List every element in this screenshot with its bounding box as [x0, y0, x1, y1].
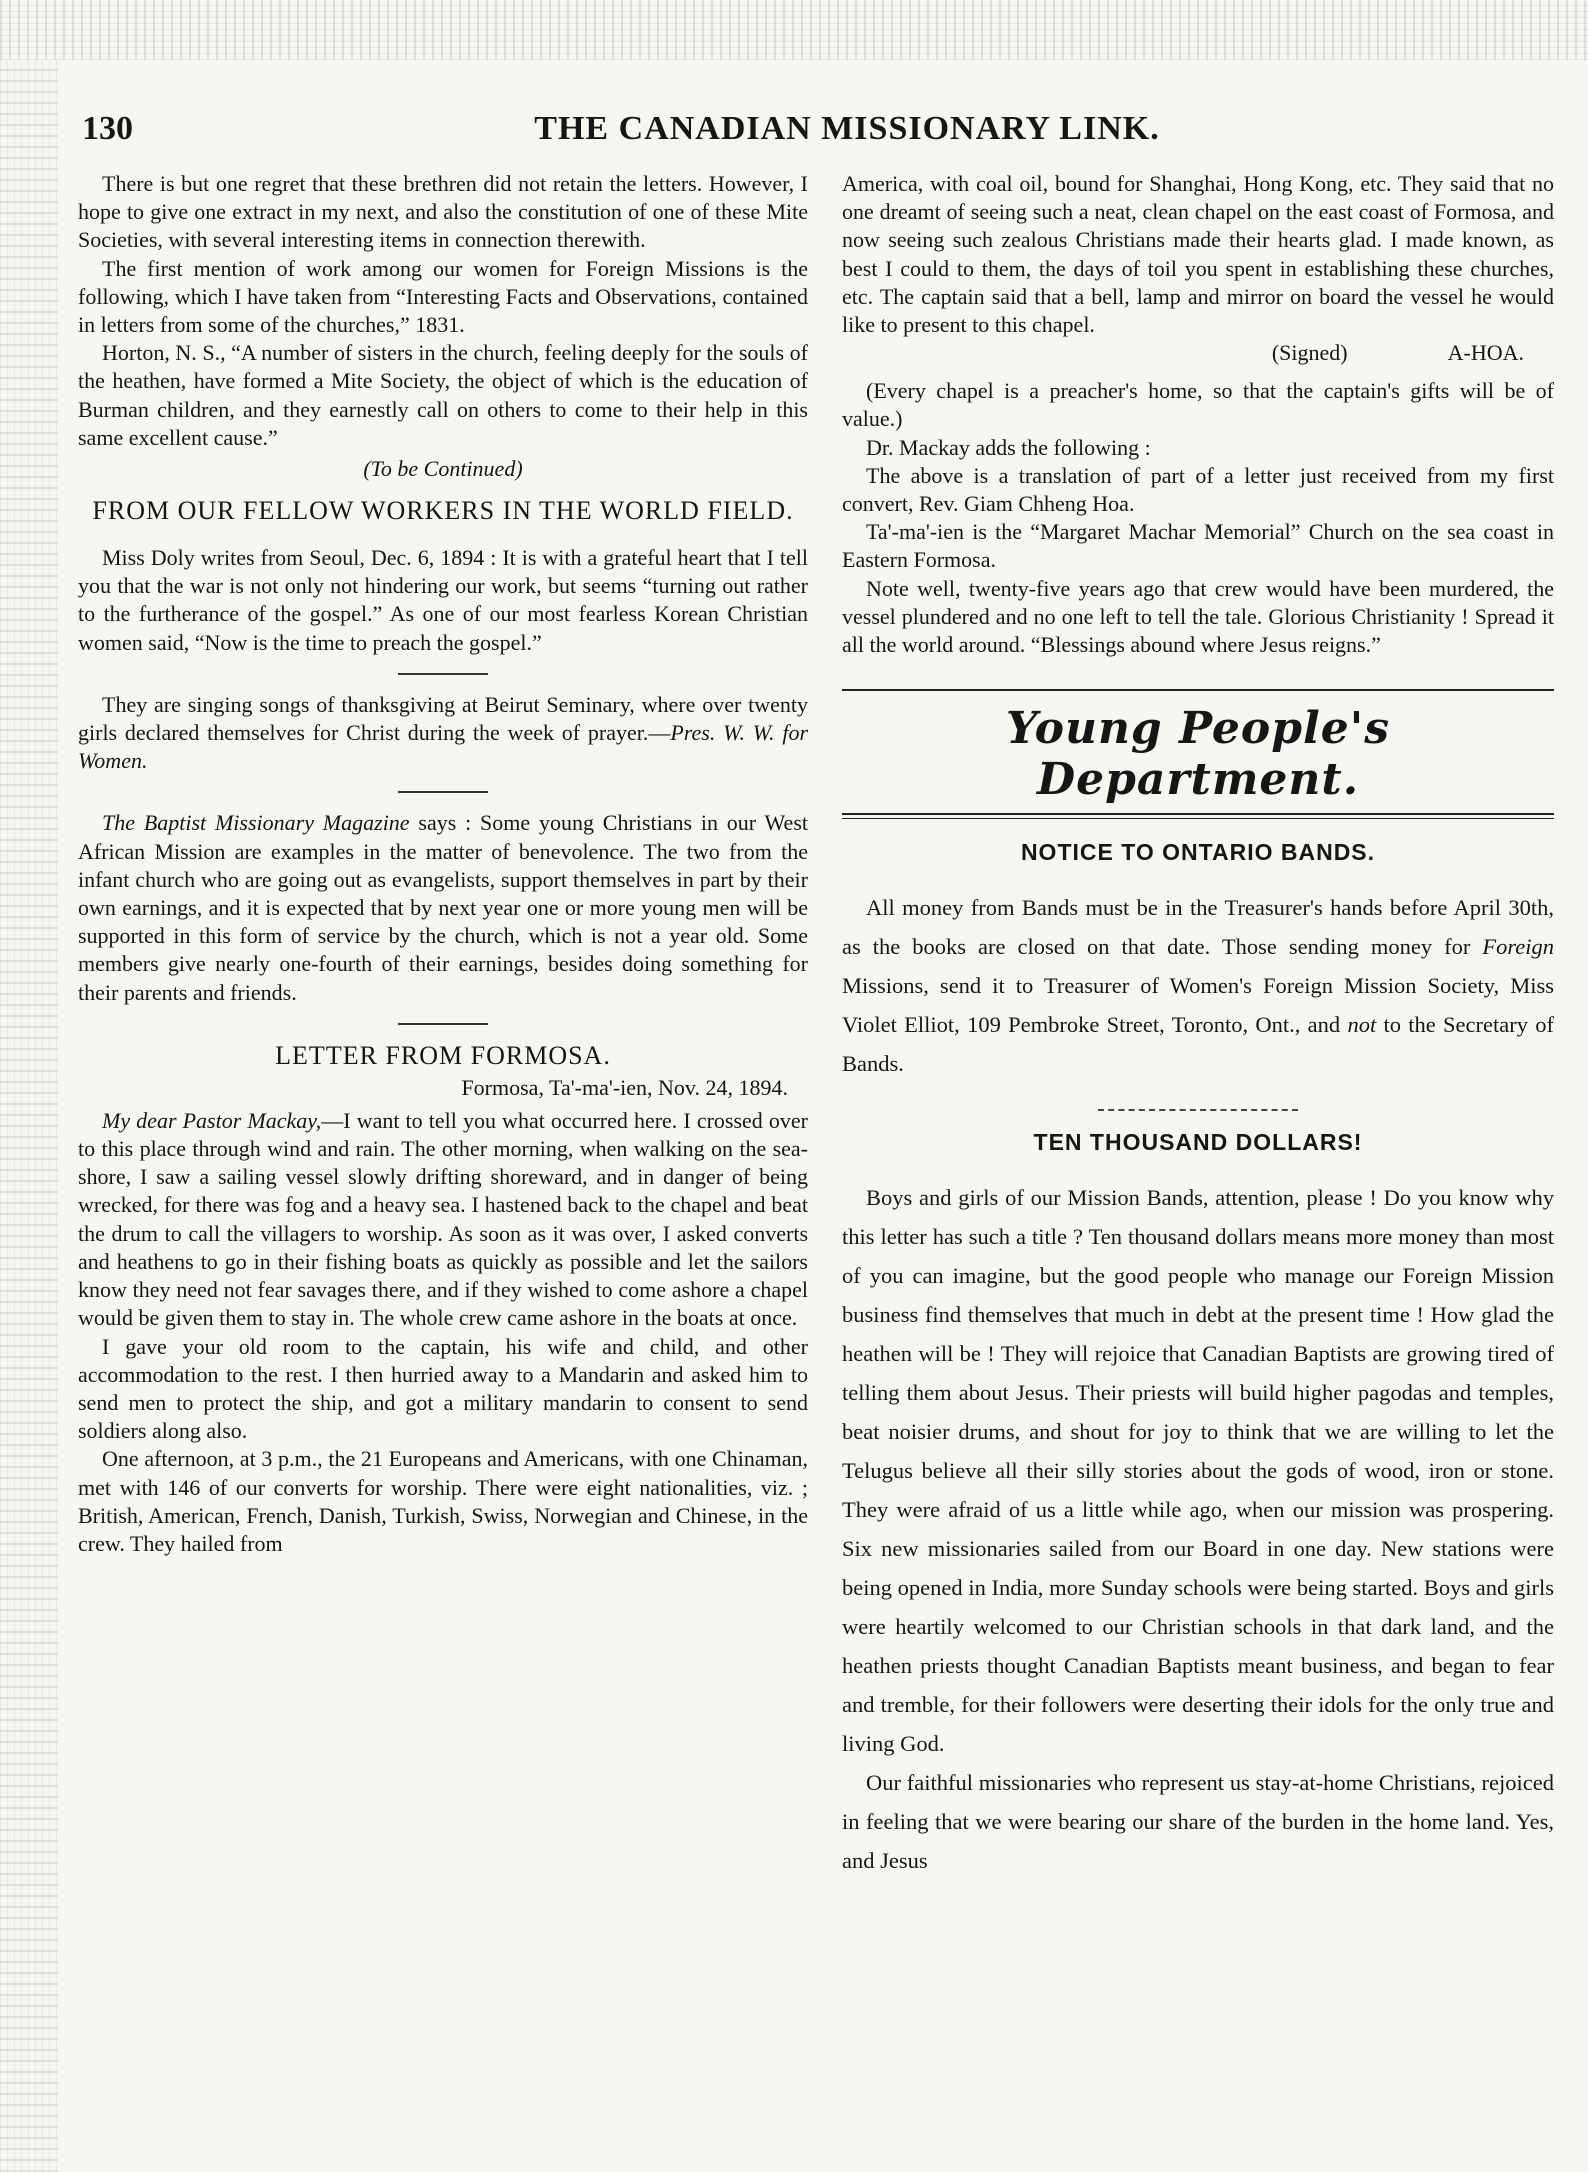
- salutation: My dear Pastor Mackay,: [102, 1107, 322, 1133]
- divider: [398, 1023, 488, 1025]
- right-column: [842, 170, 1554, 1880]
- paragraph: [78, 1107, 808, 1333]
- section-rule: [842, 689, 1554, 691]
- signed-label: (Signed): [1271, 340, 1348, 366]
- page-number: 130: [82, 110, 133, 147]
- divider: [398, 791, 488, 793]
- paragraph: Boys and girls of our Mission Bands, attention, please ! Do you know why this letter has such a title ? Ten thousand dollars means more money than most of you can imagine, but the good people who manage our Foreign Mission business find themselves that much in debt at the present time ! How glad the heathen will be ! They will rejoice that Canadian Baptists are growing tired of telling them about Jesus. Their priests will build higher pagodas and temples, beat noisier drums, and shout for joy to think that we are willing to let the Telugus believe all their silly stories about the gods of wood, iron or stone. They were afraid of us a little while ago, when our mission was prospering. Six new missionaries sailed from our Board in one day. New stations were being opened in India, more Sunday schools were being started. Boys and girls were heartily welcomed to our Christian schools in that dark land, and the heathen priests thought Canadian Baptists meant business, and began to fear and tremble, for their followers were deserting their idols for the only true and living God.: [842, 1185, 1554, 1757]
- double-rule: [842, 813, 1554, 819]
- paragraph: I gave your old room to the captain, his wife and child, and other accommodation to the rest. I then hurried away to a Mandarin and asked him to send men to protect the ship, and got a military mandarin to consent to send soldiers along also.: [78, 1333, 808, 1444]
- paragraph: [78, 691, 808, 776]
- signer-name: A-HOA.: [1447, 340, 1524, 366]
- paragraph-text: —I want to tell you what occurred here. I crossed over to this place through wind and rain. The other morning, when walking on the sea-shore, I saw a sailing vessel slowly drifting shoreward, and in danger of being wrecked, for there was fog and a heavy sea. I hastened back to the chapel and beat the drum to call the villagers to worship. As soon as it was over, I asked converts and heathens to go in their fishing boats as quickly as possible and let the sailors know they need not fear savages there, and if they wished to come ashore a chapel would be given them to stay in. The whole crew came ashore in the boats at once.: [78, 1107, 808, 1331]
- paragraph: [78, 809, 808, 1006]
- paragraph: The first mention of work among our women for Foreign Missions is the following, which I have taken from “Interesting Facts and Observations, contained in letters from some of the churches,” 1831.: [78, 255, 808, 338]
- paragraph-text: to the Secretary of Bands.: [842, 1012, 1554, 1077]
- divider: [398, 673, 488, 675]
- left-column: [78, 170, 808, 1558]
- divider: [1098, 1109, 1298, 1111]
- page-header: [82, 110, 1552, 160]
- paragraph: The above is a translation of part of a letter just received from my first convert, Rev. Giam Chheng Hoa.: [842, 462, 1554, 517]
- paragraph: Horton, N. S., “A number of sisters in the church, feeling deeply for the souls of the heathen, have formed a Mite Society, the object of which is the education of Burman children, and they earnestly call on others to come to their help in this same excellent cause.”: [78, 340, 808, 450]
- running-title: THE CANADIAN MISSIONARY LINK.: [534, 110, 1160, 147]
- signature-line: [842, 339, 1554, 367]
- paragraph: Ta'-ma'-ien is the “Margaret Machar Memorial” Church on the sea coast in Eastern Formosa.: [842, 519, 1554, 573]
- article-body: [842, 1178, 1554, 1880]
- paragraph: Dr. Mackay adds the following :: [866, 434, 1151, 460]
- section-heading: TEN THOUSAND DOLLARS!: [1033, 1129, 1363, 1156]
- source-citation: Pres. W. W. for Women.: [78, 720, 808, 774]
- paragraph-text: They are singing songs of thanksgiving at Beirut Seminary, where over twenty girls declared themselves for Christ during the week of prayer.—: [78, 691, 808, 746]
- paragraph-text: Missions, send it to Treasurer of Women's Foreign Mission Society, Miss Violet Elliot, 109 Pembroke Street, Toronto, Ont., and: [842, 973, 1554, 1038]
- print-speckle-top: [0, 0, 1588, 60]
- dateline: Formosa, Ta'-ma'-ien, Nov. 24, 1894.: [461, 1074, 788, 1100]
- emphasis: not: [1347, 1012, 1377, 1038]
- paragraph: [842, 888, 1554, 1083]
- department-title: Young People's Department.: [1006, 703, 1390, 806]
- notice-block: [842, 888, 1554, 1083]
- section-heading: FROM OUR FELLOW WORKERS IN THE WORLD FIELD.: [92, 496, 794, 526]
- print-speckle-margin: [0, 60, 58, 2172]
- paragraph: (Every chapel is a preacher's home, so that the captain's gifts will be of value.): [842, 378, 1554, 432]
- paragraph: Note well, twenty-five years ago that crew would have been murdered, the vessel plundered and no one left to tell the tale. Glorious Christianity ! Spread it all the world around. “Blessings abound where Jesus reigns.”: [842, 575, 1554, 658]
- emphasis: Foreign: [1482, 934, 1554, 960]
- section-heading: LETTER FROM FORMOSA.: [275, 1040, 611, 1070]
- source-citation: The Baptist Missionary Magazine: [102, 810, 410, 836]
- paragraph-text: All money from Bands must be in the Treasurer's hands before April 30th, as the books are closed on that date. Those sending money for: [842, 895, 1554, 960]
- paragraph: Miss Doly writes from Seoul, Dec. 6, 1894 : It is with a grateful heart that I tell you that the war is not only not hindering our work, but seems “turning out rather to the furtherance of the gospel.” As one of our most fearless Korean Christian women said, “Now is the time to preach the gospel.”: [78, 545, 808, 655]
- to-be-continued: (To be Continued): [363, 456, 523, 482]
- paragraph-text: says : Some young Christians in our West African Mission are examples in the matter of benevolence. The two from the infant church who are going out as evangelists, support themselves in part by their own earnings, and it is expected that by next year one or more young men will be supported in this form of service by the church, which is not a year old. Some members give nearly one-fourth of their earnings, besides doing something for their parents and friends.: [78, 810, 808, 1005]
- paragraph: There is but one regret that these brethren did not retain the letters. However, I hope to give one extract in my next, and also the constitution of one of these Mite Societies, with several interesting items in connection therewith.: [78, 171, 808, 253]
- paragraph: America, with coal oil, bound for Shanghai, Hong Kong, etc. They said that no one dreamt of seeing such a neat, clean chapel on the east coast of Formosa, and now seeing such zealous Christians made their hearts glad. I made known, as best I could to them, the days of toil you spent in establishing these churches, etc. The captain said that a bell, lamp and mirror on board the vessel he would like to present to this chapel.: [842, 171, 1554, 338]
- paragraph: Our faithful missionaries who represent us stay-at-home Christians, rejoiced in feeling that we were bearing our share of the burden in the home land. Yes, and Jesus: [842, 1770, 1554, 1874]
- paragraph: One afternoon, at 3 p.m., the 21 Europeans and Americans, with one Chinaman, met with 146 of our converts for worship. There were eight nationalities, viz. ; British, American, French, Danish, Turkish, Swiss, Norwegian and Chinese, in the crew. They hailed from: [78, 1446, 808, 1556]
- section-heading: NOTICE TO ONTARIO BANDS.: [1020, 839, 1376, 866]
